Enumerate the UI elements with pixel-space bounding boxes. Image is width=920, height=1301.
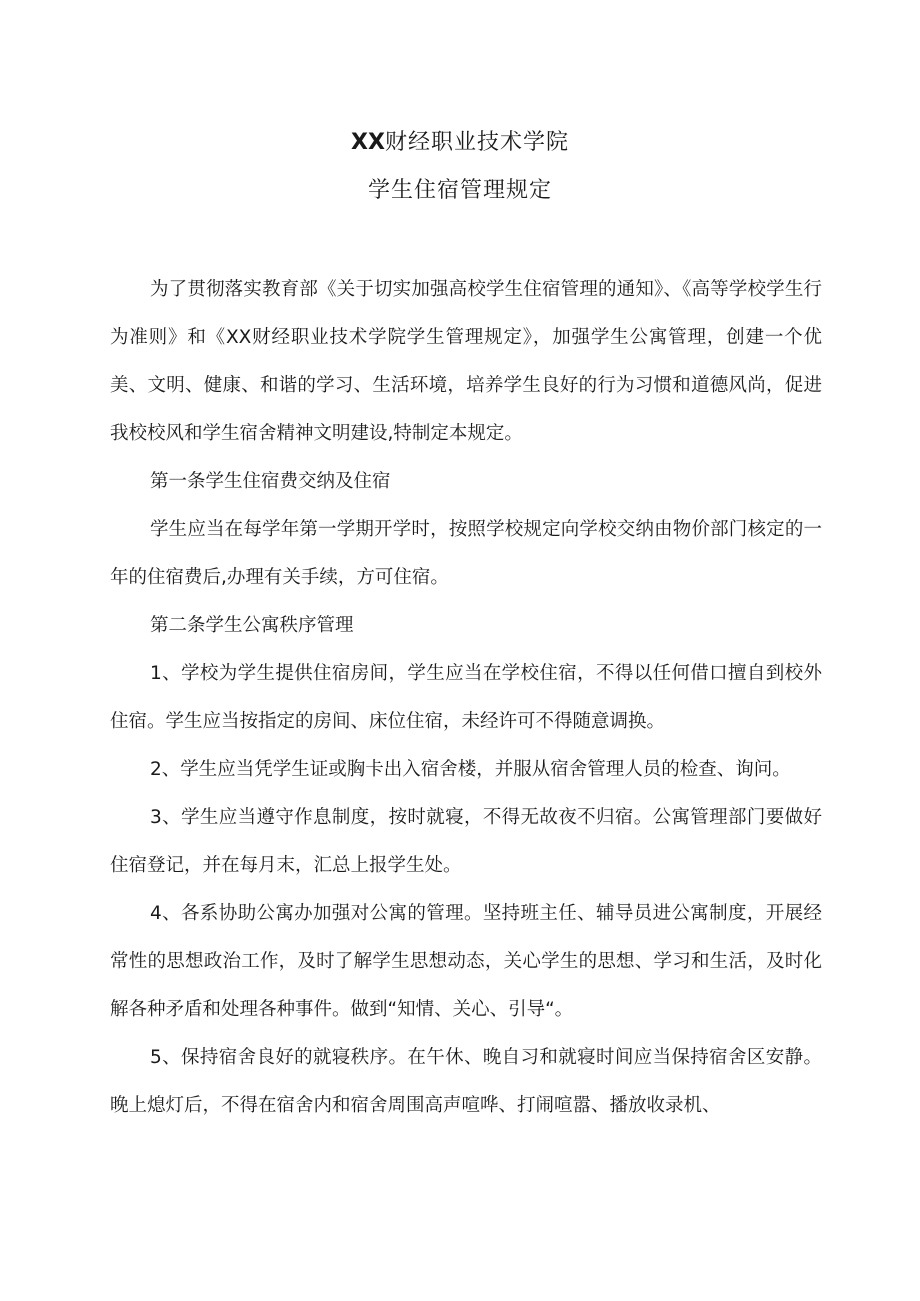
clause-4-paragraph: 4、各系协助公寓办加强对公寓的管理。坚持班主任、辅导员进公寓制度，开展经常性的思想政治工作，及时了解学生思想动态，关心学生的思想、学习和生活，及时化解各种矛盾和处理各种事件。做到“知情、关心、引导“。 bbox=[110, 903, 822, 1020]
article-1-heading: 第一条学生住宿费交纳及住宿 bbox=[150, 471, 391, 492]
clause-2-paragraph: 2、学生应当凭学生证或胸卡出入宿舍楼，并服从宿舍管理人员的检查、询问。 bbox=[150, 759, 791, 780]
document-title bbox=[0, 128, 920, 158]
title-rest: 财经职业技术学院 bbox=[384, 130, 569, 155]
article-1-paragraph: 学生应当在每学年第一学期开学时，按照学校规定向学校交纳由物价部门核定的一年的住宿费后,办理有关手续，方可住宿。 bbox=[110, 519, 822, 588]
clause-1-paragraph: 1、学校为学生提供住宿房间，学生应当在学校住宿，不得以任何借口擅自到校外住宿。学生应当按指定的房间、床位住宿，未经许可不得随意调换。 bbox=[110, 663, 822, 732]
clause-3-paragraph: 3、学生应当遵守作息制度，按时就寝，不得无故夜不归宿。公寓管理部门要做好住宿登记，并在每月末，汇总上报学生处。 bbox=[110, 807, 822, 876]
title-prefix: XX bbox=[351, 130, 385, 155]
intro-paragraph: 为了贯彻落实教育部《关于切实加强高校学生住宿管理的通知》、《高等学校学生行为准则》和《XX财经职业技术学院学生管理规定》，加强学生公寓管理，创建一个优美、文明、健康、和谐的学习、生活环境，培养学生良好的行为习惯和道德风尚，促进我校校风和学生宿舍精神文明建设,特制定本规定。 bbox=[110, 279, 822, 444]
clause-5-paragraph: 5、保持宿舍良好的就寝秩序。在午休、晚自习和就寝时间应当保持宿舍区安静。晚上熄灯后，不得在宿舍内和宿舍周围高声喧哗、打闹喧嚣、播放收录机、 bbox=[110, 1047, 822, 1116]
document-subtitle: 学生住宿管理规定 bbox=[367, 178, 552, 203]
document-body bbox=[110, 266, 822, 1130]
article-2-heading: 第二条学生公寓秩序管理 bbox=[150, 615, 354, 636]
